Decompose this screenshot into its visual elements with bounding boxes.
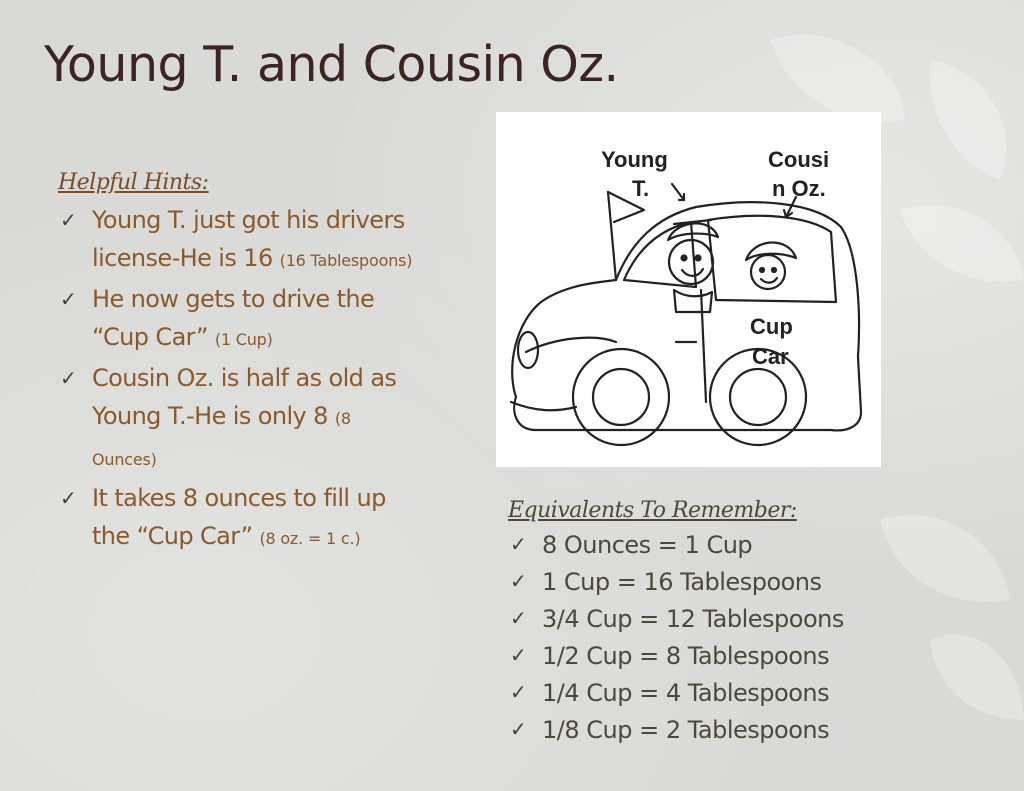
helpful-hints-section (58, 170, 418, 558)
list-item (508, 601, 908, 638)
list-item (508, 527, 908, 564)
helpful-hints-heading: Helpful Hints: (58, 170, 209, 195)
equivalents-section (508, 498, 908, 749)
checkmark-icon: ✓ (510, 532, 527, 556)
equivalent-text: 1 Cup = 16 Tablespoons (542, 568, 822, 596)
label-car-line1: Cup (750, 314, 793, 339)
equivalent-text: 1/4 Cup = 4 Tablespoons (542, 679, 830, 707)
equivalent-text: 1/2 Cup = 8 Tablespoons (542, 642, 830, 670)
equivalent-text: 3/4 Cup = 12 Tablespoons (542, 605, 844, 633)
equivalents-heading: Equivalents To Remember: (508, 498, 797, 523)
car-drawing (496, 112, 881, 467)
list-item (508, 564, 908, 601)
list-item (508, 638, 908, 675)
hint-note: (16 Tablespoons) (279, 251, 413, 270)
checkmark-icon: ✓ (60, 366, 77, 390)
checkmark-icon: ✓ (60, 287, 77, 311)
hint-note: (8 Ounces) (92, 409, 351, 469)
list-item (508, 675, 908, 712)
list-item (508, 712, 908, 749)
equivalent-text: 8 Ounces = 1 Cup (542, 531, 753, 559)
list-item (58, 359, 418, 479)
hint-text: It takes 8 ounces to fill up the “Cup Car” (92, 484, 386, 550)
checkmark-icon: ✓ (60, 486, 77, 510)
list-item (58, 479, 418, 558)
label-cousin-line1: Cousi (768, 147, 830, 172)
equivalent-text: 1/8 Cup = 2 Tablespoons (542, 716, 830, 744)
list-item (58, 280, 418, 359)
label-car-line2: Car (752, 344, 789, 369)
hints-list (58, 201, 418, 558)
equivalents-list (508, 527, 908, 749)
hint-note: (1 Cup) (214, 330, 273, 349)
list-item (58, 201, 418, 280)
label-young-line2: T. (632, 176, 650, 201)
checkmark-icon: ✓ (60, 208, 77, 232)
hint-text: Cousin Oz. is half as old as Young T.-He is only 8 (92, 364, 397, 430)
cup-car-illustration (496, 112, 881, 467)
checkmark-icon: ✓ (510, 606, 527, 630)
checkmark-icon: ✓ (510, 643, 527, 667)
label-cousin-line2: n Oz. (772, 176, 826, 201)
checkmark-icon: ✓ (510, 717, 527, 741)
checkmark-icon: ✓ (510, 569, 527, 593)
label-young-line1: Young (601, 147, 668, 172)
hint-text: He now gets to drive the “Cup Car” (92, 285, 375, 351)
checkmark-icon: ✓ (510, 680, 527, 704)
hint-note: (8 oz. = 1 c.) (259, 529, 361, 548)
hint-text: Young T. just got his drivers license-He is 16 (92, 206, 405, 272)
page-title: Young T. and Cousin Oz. (44, 36, 619, 93)
